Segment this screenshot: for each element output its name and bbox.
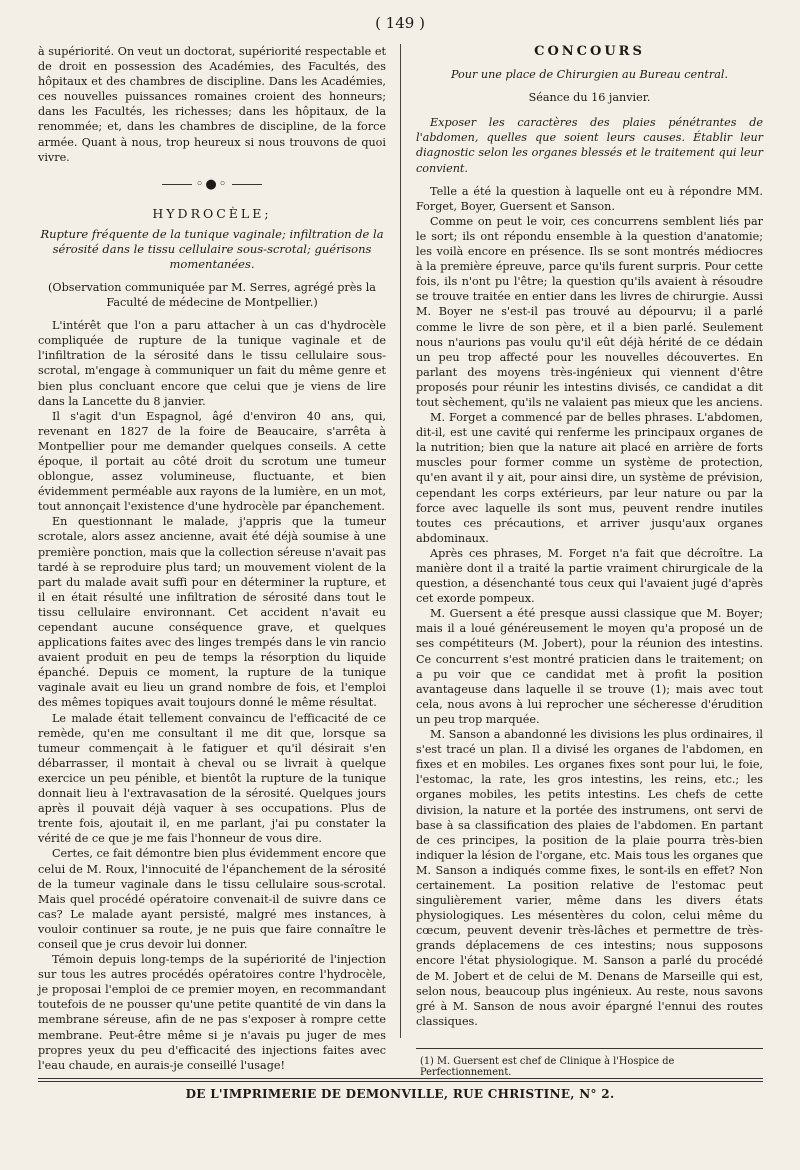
right-paragraph-2: Comme on peut le voir, ces concurrens semblent liés par le sort; ils ont répondu ensemble à la question d'anatomie; les voilà encore en présence. Ils se sont montrés médiocres à la première épreuve, parce qu'ils furent surpris. Pour cette fois, ils n'ont pu l'être; la question qu'ils avaient à résoudre se trouve traitée en entier dans les livres de chirurgie. Aussi M. Boyer ne s'est-il pas trouvé au dépourvu; il a parlé comme le livre de son père, et il a bien parlé. Seulement nous n'aurions pas voulu qu'il eût déjà hérité de ce dédain un peu trop affecté pour les nouvelles découvertes. En parlant des moyens très-ingénieux qui viennent d'être proposés pour réunir les intestins divisés, ce candidat a dit tout sèchement, qu'ils ne valaient pas mieux que les anciens. <box>416 214 763 409</box>
right-column <box>416 44 763 1040</box>
observation-credit: (Observation communiquée par M. Serres, agrégé près la Faculté de médecine de Montpellier.) <box>48 280 376 310</box>
column-divider <box>400 44 401 1038</box>
left-column <box>38 44 386 1072</box>
right-paragraph-5: M. Guersent a été presque aussi classique que M. Boyer; mais il a loué généreusement le moyen qu'a proposé un de ses compétiteurs (M. Jobert), pour la réunion des intestins. Ce concurrent s'est montré praticien dans le traitement; on a pu voir que ce candidat met à profit la position avantageuse dans laquelle il se trouve (1); mais avec tout cela, nous avons à lui reprocher une sécheresse d'érudition un peu trop marquée. <box>416 607 763 726</box>
footnote: (1) M. Guersent est chef de Clinique à l'Hospice de Perfectionnement. <box>420 1056 675 1078</box>
right-paragraph-6: M. Sanson a abandonné les divisions les plus ordinaires, il s'est tracé un plan. Il a divisé les organes de l'abdomen, en fixes et en mobiles. Les organes fixes sont pour lui, le foie, l'estomac, la rate, les gros intestins, les reins, etc.; les organes mobiles, les petits intestins. Les chefs de cette division, la nature et la portée des instrumens, ont servi de base à sa classification des plaies de l'abdomen. En partant de ces principes, la position de la plaie pourra très-bien indiquer la lésion de l'organe, etc. Mais tous les organes que M. Sanson a indiqués comme fixes, le sont-ils en effet? Non certainement. La position relative de l'estomac peut singulièrement varier, même dans les divers états physiologiques. Les mésentères du colon, celui même du cœcum, peuvent devenir très-lâches et permettre de très-grands déplacemens de ces intestins; nous supposons encore l'état physiologique. M. Sanson a parlé du procédé de M. Jobert et de celui de M. Denans de Marseille qui est, selon nous, beaucoup plus ingénieux. Au reste, nous savons gré à M. Sanson de nous avoir épargné l'ennui des routes classiques. <box>416 728 763 1028</box>
page-number: ( 149 ) <box>375 14 425 32</box>
left-paragraph-6: Certes, ce fait démontre bien plus évidemment encore que celui de M. Roux, l'innocuité de l'épanchement de la sérosité de la tumeur vaginale dans le tissu cellulaire sous-scrotal. Mais quel procédé opératoire convenait-il de suivre dans ce cas? Le malade ayant persisté, malgré mes instances, à vouloir continuer sa route, je ne puis que faire connaître le conseil que je crus devoir lui donner. <box>38 847 386 951</box>
section-title: HYDROCÈLE; <box>152 205 272 221</box>
left-paragraph-7: Témoin depuis long-temps de la supériorité de l'injection sur tous les autres procédés opératoires contre l'hydrocèle, je proposai l'emploi de ce premier moyen, en recommandant toutefois de ne pousser qu'une petite quantité de vin dans la membrane séreuse, afin de ne pas s'exposer à rompre cette membrane. Peut-être même si je n'avais pu juger de mes propres yeux du peu d'efficacité des injections faites avec l'eau chaude, en aurais-je conseillé l'usage! <box>38 953 386 1072</box>
section-ornament: ◦●◦ <box>38 177 386 192</box>
left-paragraph-2: L'intérêt que l'on a paru attacher à un cas d'hydrocèle compliquée de rupture de la tunique vaginale et de l'infiltration de la sérosité dans le tissu cellulaire sous-scrotal, m'engage à communiquer un fait du même genre et bien plus concluant encore que celui que je viens de lire dans la Lancette du 8 janvier. <box>38 319 386 408</box>
right-paragraph-3: M. Forget a commencé par de belles phrases. L'abdomen, dit-il, est une cavité qui renferme les principaux organes de la nutrition; bien que la nature ait placé en arrière de forts muscles pour former comme un système de protection, qu'en avant il y ait, pour ainsi dire, un système de prévision, cependant les corps extérieurs, par leur nature ou par la force avec laquelle ils sont mus, peuvent rendre inutiles toutes ces précautions, et arriver jusqu'aux organes abdominaux. <box>416 411 763 545</box>
left-paragraph-1: à supériorité. On veut un doctorat, supériorité respectable et de droit en possession des Académies, des Facultés, des hôpitaux et des chambres de discipline. Dans les Académies, ces nouvelles puissances romaines croient des honneurs; dans les Facultés, les richesses; dans les hôpitaux, de la renommée; et, dans les chambres de discipline, de la force armée. Quant à nous, trop heureux si nous trouvons de quoi vivre. <box>38 45 386 164</box>
concours-subheading: Pour une place de Chirurgien au Bureau central. <box>450 68 729 82</box>
left-paragraph-3: Il s'agit d'un Espagnol, âgé d'environ 40 ans, qui, revenant en 1827 de la foire de Beaucaire, s'arrêta à Montpellier pour me demander quelques conseils. A cette époque, il portait au côté droit du scrotum une tumeur oblongue, assez volumineuse, fluctuante, et bien évidemment perméable aux rayons de la lumière, en un mot, tout annonçait l'existence d'une hydrocèle par épanchement. <box>38 409 386 514</box>
right-paragraph-1: Telle a été la question à laquelle ont eu à répondre MM. Forget, Boyer, Guersent et Sanson. <box>416 184 763 213</box>
left-paragraph-5: Le malade était tellement convaincu de l'efficacité de ce remède, qu'en me consultant il me dit que, lorsque sa tumeur commençait à le fatiguer et qu'il désirait s'en débarrasser, il montait à cheval ou se livrait à quelque exercice un peu pénible, et bientôt la rupture de la tunique donnait lieu à l'extravasation de la sérosité. Quelques jours après il pouvait déjà vaquer à ses occupations. Plus de trente fois, ajoutait il, en me parlant, j'ai pu constater la vérité de ce que je me fais l'honneur de vous dire. <box>38 711 386 846</box>
article-subtitle: Rupture fréquente de la tunique vaginale; infiltration de la sérosité dans le tissu cellulaire sous-scrotal; guérisons momentanées. <box>40 226 384 271</box>
footer-rule-top <box>38 1078 763 1079</box>
left-paragraph-4: En questionnant le malade, j'appris que la tumeur scrotale, alors assez ancienne, avait été déjà soumise à une première ponction, mais que la collection séreuse n'avait pas tardé à se reproduire plus tard; un mouvement violent de la part du malade avait suffi pour en déterminer la rupture, et il en était résulté une infiltration de sérosité dans tout le tissu cellulaire environnant. Cet accident n'avait eu cependant aucune conséquence grave, et quelques applications faites avec des linges trempés dans le vin rancio avaient produit en peu de temps la résorption du liquide épanché. Depuis ce moment, la rupture de la tunique vaginale avait eu lieu un grand nombre de fois, et l'emploi des mêmes topiques avait toujours donné le même résultat. <box>38 515 386 710</box>
printer-imprint: DE L'IMPRIMERIE DE DEMONVILLE, RUE CHRISTINE, N° 2. <box>185 1087 615 1101</box>
concours-heading: CONCOURS <box>534 44 645 59</box>
footer-rule-bottom <box>38 1081 763 1082</box>
footnote-divider <box>416 1048 763 1049</box>
exam-question: Exposer les caractères des plaies pénétrantes de l'abdomen, quelles que soient leurs causes. Établir leur diagnostic selon les organes blessés et le traitement qui leur convient. <box>416 116 763 175</box>
session-date: Séance du 16 janvier. <box>528 91 651 105</box>
right-paragraph-4: Après ces phrases, M. Forget n'a fait que décroître. La manière dont il a traité la partie vraiment chirurgicale de la question, a désenchanté tous ceux qui l'avaient jugé d'après cet exorde pompeux. <box>416 546 763 606</box>
